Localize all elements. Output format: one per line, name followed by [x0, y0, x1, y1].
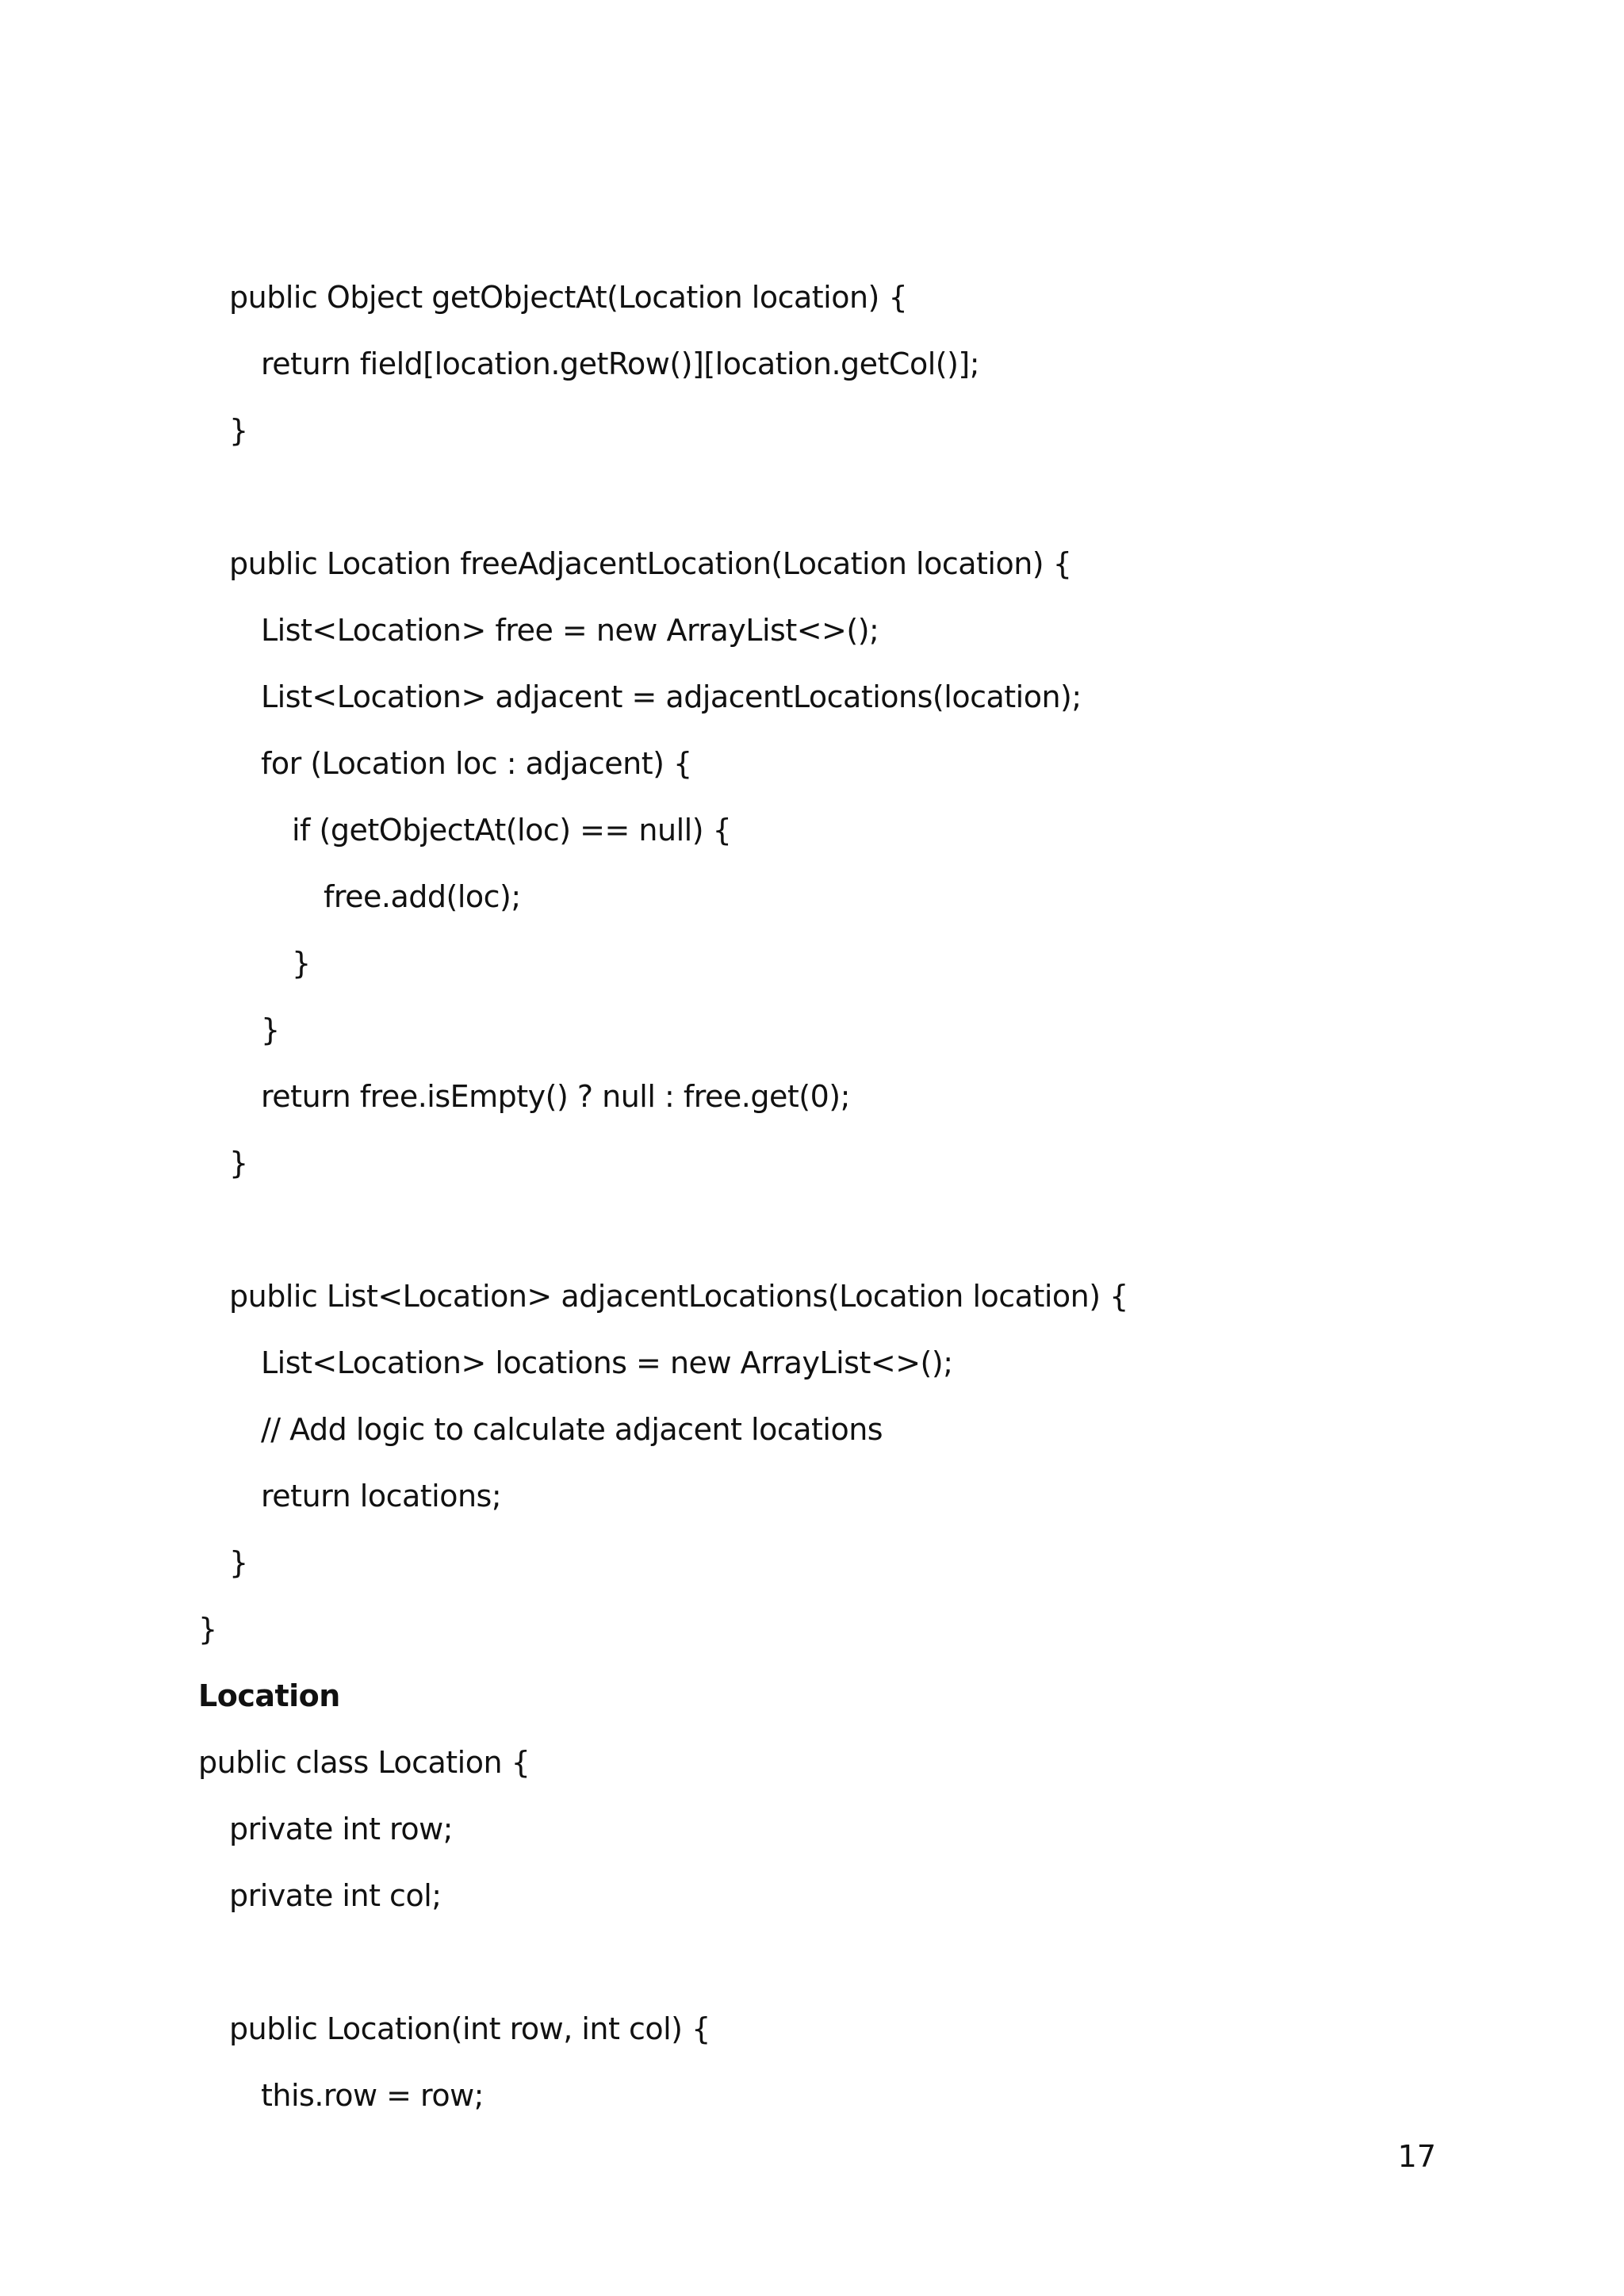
blank-line — [198, 1196, 1467, 1263]
code-line: public Location(int row, int col) { — [229, 2011, 710, 2046]
code-line: List<Location> free = new ArrayList<>(); — [261, 613, 879, 648]
code-line: this.row = row; — [261, 2078, 484, 2113]
code-line: private int col; — [229, 1878, 442, 1913]
code-line: public Object getObjectAt(Location location) { — [229, 280, 908, 315]
code-line: public List<Location> adjacentLocations(Location location) { — [229, 1279, 1128, 1314]
code-line: List<Location> locations = new ArrayList<>(); — [261, 1345, 953, 1380]
section-heading: Location — [198, 1678, 340, 1713]
code-line: } — [229, 1545, 248, 1580]
blank-line — [198, 1929, 1467, 1996]
code-line: public class Location { — [198, 1745, 530, 1780]
code-line: public Location freeAdjacentLocation(Location location) { — [229, 546, 1072, 581]
code-line: return free.isEmpty() ? null : free.get(0); — [261, 1079, 850, 1114]
blank-line — [198, 464, 1467, 530]
code-line: List<Location> adjacent = adjacentLocations(location); — [261, 679, 1082, 714]
code-line: return field[location.getRow()][location.getCol()]; — [261, 346, 980, 381]
code-line: } — [229, 1146, 248, 1181]
code-line: return locations; — [261, 1479, 502, 1513]
code-line: // Add logic to calculate adjacent locations — [261, 1412, 883, 1447]
code-listing — [198, 264, 1467, 2129]
code-line: } — [229, 413, 248, 448]
code-line: for (Location loc : adjacent) { — [261, 746, 692, 781]
code-line: private int row; — [229, 1812, 453, 1846]
code-line: free.add(loc); — [324, 879, 521, 914]
page-number: 17 — [1397, 2139, 1436, 2174]
code-line: if (getObjectAt(loc) == null) { — [292, 813, 732, 848]
code-line: } — [261, 1012, 280, 1047]
code-line: } — [292, 946, 311, 981]
code-line: } — [198, 1612, 217, 1647]
